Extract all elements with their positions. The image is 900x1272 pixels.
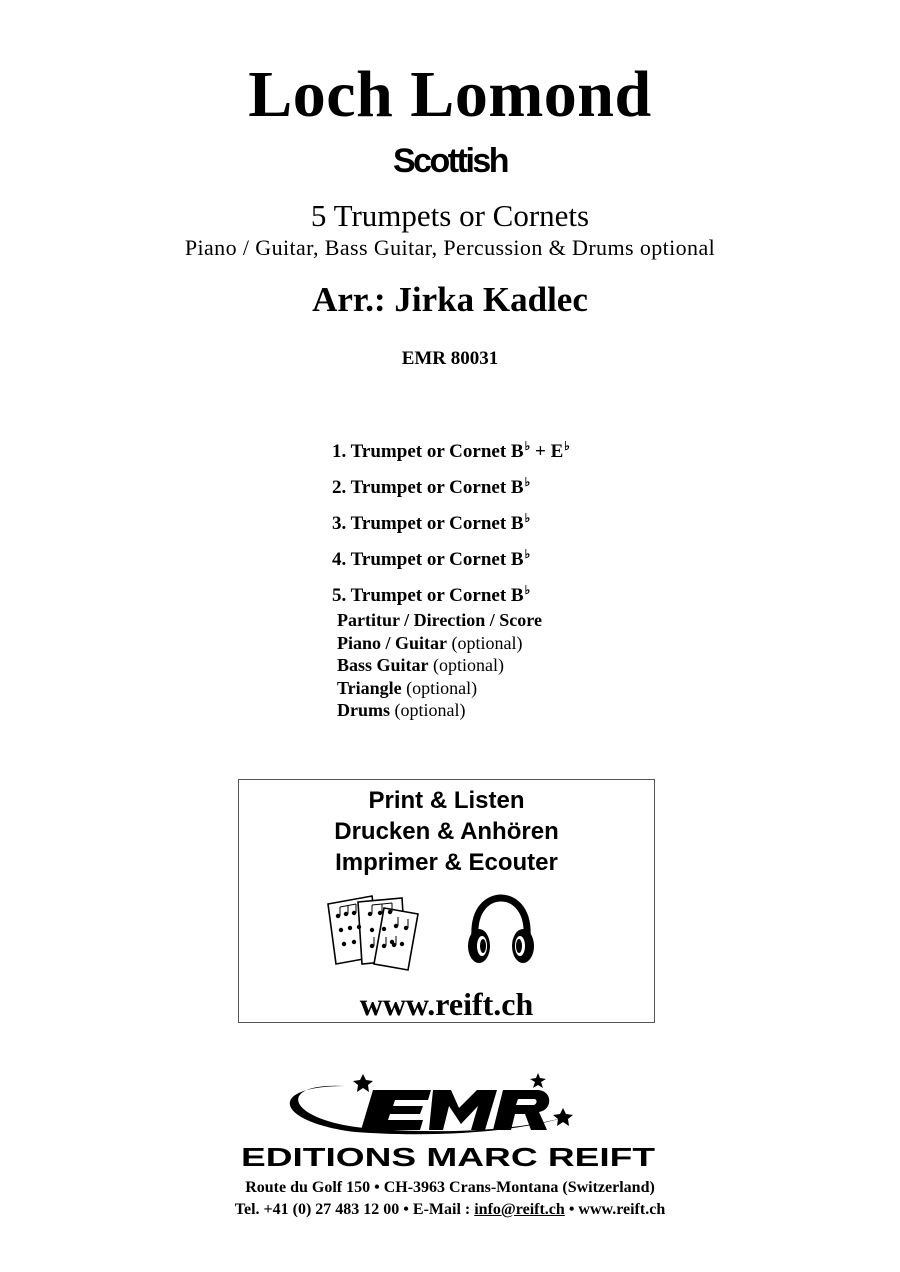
- extra-note: (optional): [447, 632, 523, 653]
- print-listen-box: [238, 779, 655, 1023]
- part-item: [332, 503, 570, 539]
- extra-name: Triangle: [337, 677, 402, 698]
- flat-sign: ♭: [524, 583, 531, 597]
- arranger: Arr.: Jirka Kadlec: [312, 280, 588, 319]
- extra-name: Drums: [337, 700, 390, 720]
- flat-sign: ♭: [524, 475, 531, 489]
- publisher-address: [0, 1177, 900, 1221]
- extra-item: [337, 699, 542, 722]
- part-number: 2.: [332, 477, 347, 498]
- parts-list: [332, 431, 570, 611]
- instrumentation: 5 Trumpets or Cornets: [310, 198, 590, 233]
- part-name: Trumpet or Cornet B: [350, 585, 524, 606]
- extra-name: Piano / Guitar: [337, 632, 448, 653]
- website-text: • www.reift.ch: [564, 1201, 666, 1218]
- subtitle: Scottish: [392, 142, 508, 180]
- extra-name: Bass Guitar: [337, 655, 429, 675]
- part-name: Trumpet or Cornet B: [350, 513, 524, 534]
- catalog-number: EMR 80031: [401, 348, 499, 369]
- extra-note: (optional): [401, 677, 478, 698]
- flat-sign: ♭: [524, 439, 531, 453]
- extra-item: [337, 677, 542, 700]
- flat-sign: ♭: [524, 511, 531, 525]
- title: Loch Lomond: [248, 58, 652, 131]
- promo-line-fr: Imprimer & Ecouter: [335, 849, 558, 876]
- email-link[interactable]: info@reift.ch: [474, 1201, 565, 1218]
- part-item: [332, 539, 570, 575]
- phone-text: Tel. +41 (0) 27 483 12 00 • E-Mail :: [234, 1201, 475, 1218]
- svg-text:EDITIONS MARC REIFT: EDITIONS MARC REIFT: [241, 1142, 656, 1172]
- extra-note: (optional): [428, 655, 504, 675]
- emr-logo: [235, 1072, 665, 1172]
- extra-item: [337, 609, 542, 632]
- part-number: 3.: [332, 513, 347, 534]
- promo-url: www.reift.ch: [359, 986, 534, 1022]
- extra-item: [337, 632, 542, 655]
- part-number: 4.: [332, 549, 347, 570]
- part-suffix: + E: [530, 441, 564, 462]
- extra-item: [337, 654, 542, 677]
- part-name: Trumpet or Cornet B: [350, 477, 524, 498]
- promo-line-de: Drucken & Anhören: [334, 818, 559, 845]
- extra-name: Partitur / Direction / Score: [337, 610, 542, 630]
- headphones-icon: [465, 894, 537, 970]
- part-item: [332, 575, 570, 611]
- extras-list: [337, 609, 542, 722]
- part-number: 5.: [332, 585, 347, 606]
- part-number: 1.: [332, 441, 347, 462]
- address-line: Route du Golf 150 • CH-3963 Crans-Montana (Switzerland): [245, 1179, 655, 1196]
- part-item: [332, 467, 570, 503]
- promo-line-en: Print & Listen: [368, 787, 525, 814]
- sheet-music-icon: [314, 892, 424, 972]
- optional-instruments: Piano / Guitar, Bass Guitar, Percussion & Drums optional: [184, 235, 716, 260]
- part-item: [332, 431, 570, 467]
- flat-sign: ♭: [564, 439, 570, 453]
- part-name: Trumpet or Cornet B: [350, 549, 524, 570]
- contact-line: [0, 1199, 900, 1221]
- part-name: Trumpet or Cornet B: [350, 441, 524, 462]
- flat-sign: ♭: [524, 547, 531, 561]
- extra-note: (optional): [390, 700, 466, 720]
